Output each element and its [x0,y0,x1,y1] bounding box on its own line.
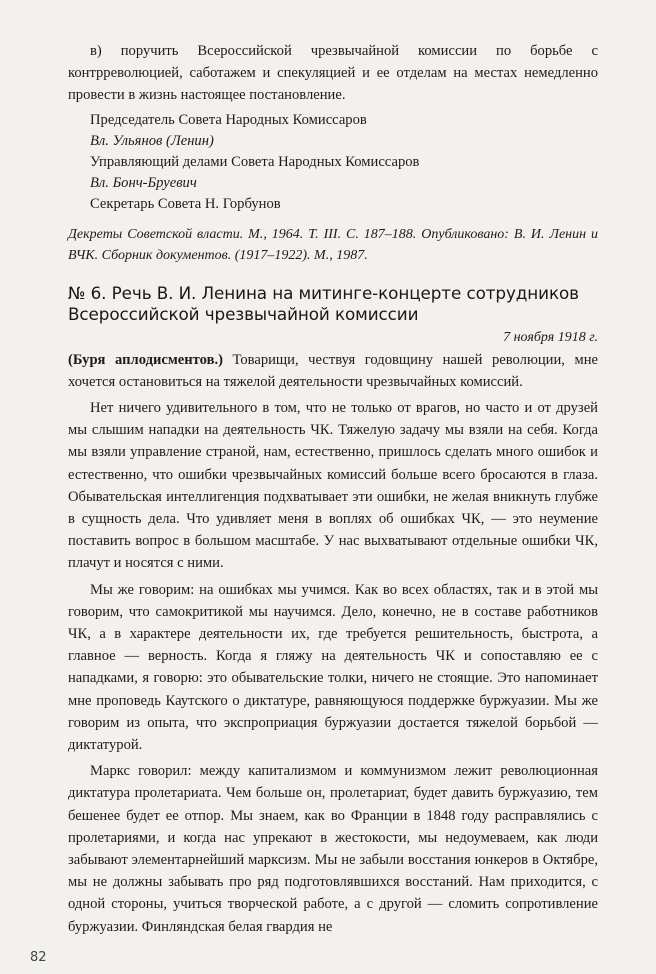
signature-line-bonch-bruevich: Вл. Бонч-Бруевич [90,174,197,191]
signature-line-chairman-title: Председатель Совета Народных Комиссаров [90,111,367,128]
speech-paragraph-3: Мы же говорим: на ошибках мы учимся. Как во всех областях, так и в этой мы говорим, что самокритикой мы научимся. Дело, конечно, не в составе работников ЧК, а в характере деятельности их, где требуется решительность, быстрота, а главное — верность. Когда я гляжу на деятельность ЧК и сопоставляю ее с нападками, я говорю: это обывательские толки, ничего не стоящие. Это напоминает мне проповедь Каутского о диктатуре, равняющуюся поддержке буржуазии. Мы же говорим из опыта, что экспроприация буржуазии достается тяжелой борьбой — диктатурой. [68,581,598,754]
speech-paragraph-1 [68,349,598,393]
source-citation: Декреты Советской власти. М., 1964. Т. III. С. 187–188. Опубликовано: В. И. Ленин и ВЧК. Сборник документов. (1917–1922). М., 1987. [68,226,598,263]
speech-paragraph-1-text: Товарищи, чествуя годовщину нашей революции, мне хочется остановиться на тяжелой деятельности чрезвычайных комиссий. [68,351,598,390]
signature-line-lenin: Вл. Ульянов (Ленин) [90,132,214,149]
speech-paragraph-2: Нет ничего удивительного в том, что не только от врагов, но часто и от друзей мы слышим нападки на деятельность ЧК. Тяжелую задачу мы взяли на себя. Когда мы взяли управление страной, нам, естественно, пришлось сделать много ошибок и естественно, что ошибки чрезвычайных комиссий больше всего бросаются в глаза. Обывательская интеллигенция подхватывает эти ошибки, не желая вникнуть глубже в сущность дела. Что удивляет меня в воплях об ошибках ЧК, — это неумение поставить вопрос в большом масштабе. У нас выхватывают отдельные ошибки ЧК, плачут и носятся с ними. [68,400,598,572]
signatures-block [68,110,598,215]
speech-lead-applause: (Буря аплодисментов.) [68,351,223,368]
page-number: 82 [30,950,47,965]
decree-clause-v: в) поручить Всероссийской чрезвычайной комиссии по борьбе с контрреволюцией, саботажем и спекуляцией и ее отделам на местах немедленно провести в жизнь настоящее постановление. [68,43,598,104]
signature-line-secretary: Секретарь Совета Н. Горбунов [90,195,281,212]
document-date: 7 ноября 1918 г. [503,329,598,345]
speech-paragraph-4: Маркс говорил: между капитализмом и коммунизмом лежит революционная диктатура пролетариата. Чем больше он, пролетариат, будет давить буржуазию, тем бешенее будет ее отпор. Мы знаем, как во Франции в 1848 году расправлялись с пролетариями, и когда нас упрекают в жестокости, мы недоумеваем, как люди забывают элементарнейший марксизм. Мы не забыли восстания юнкеров в Октябре, мы не должны забывать про ряд подготовлявшихся восстаний. Нам приходится, с одной стороны, учиться творческой работе, а с другой — сломить сопротивление буржуазии. Финляндская белая гвардия не [68,763,598,935]
signature-line-manager-title: Управляющий делами Совета Народных Комиссаров [90,153,420,170]
document-heading: № 6. Речь В. И. Ленина на митинге-концерте сотрудников Всероссийской чрезвычайной комиссии [68,282,579,324]
page-body [68,40,598,938]
